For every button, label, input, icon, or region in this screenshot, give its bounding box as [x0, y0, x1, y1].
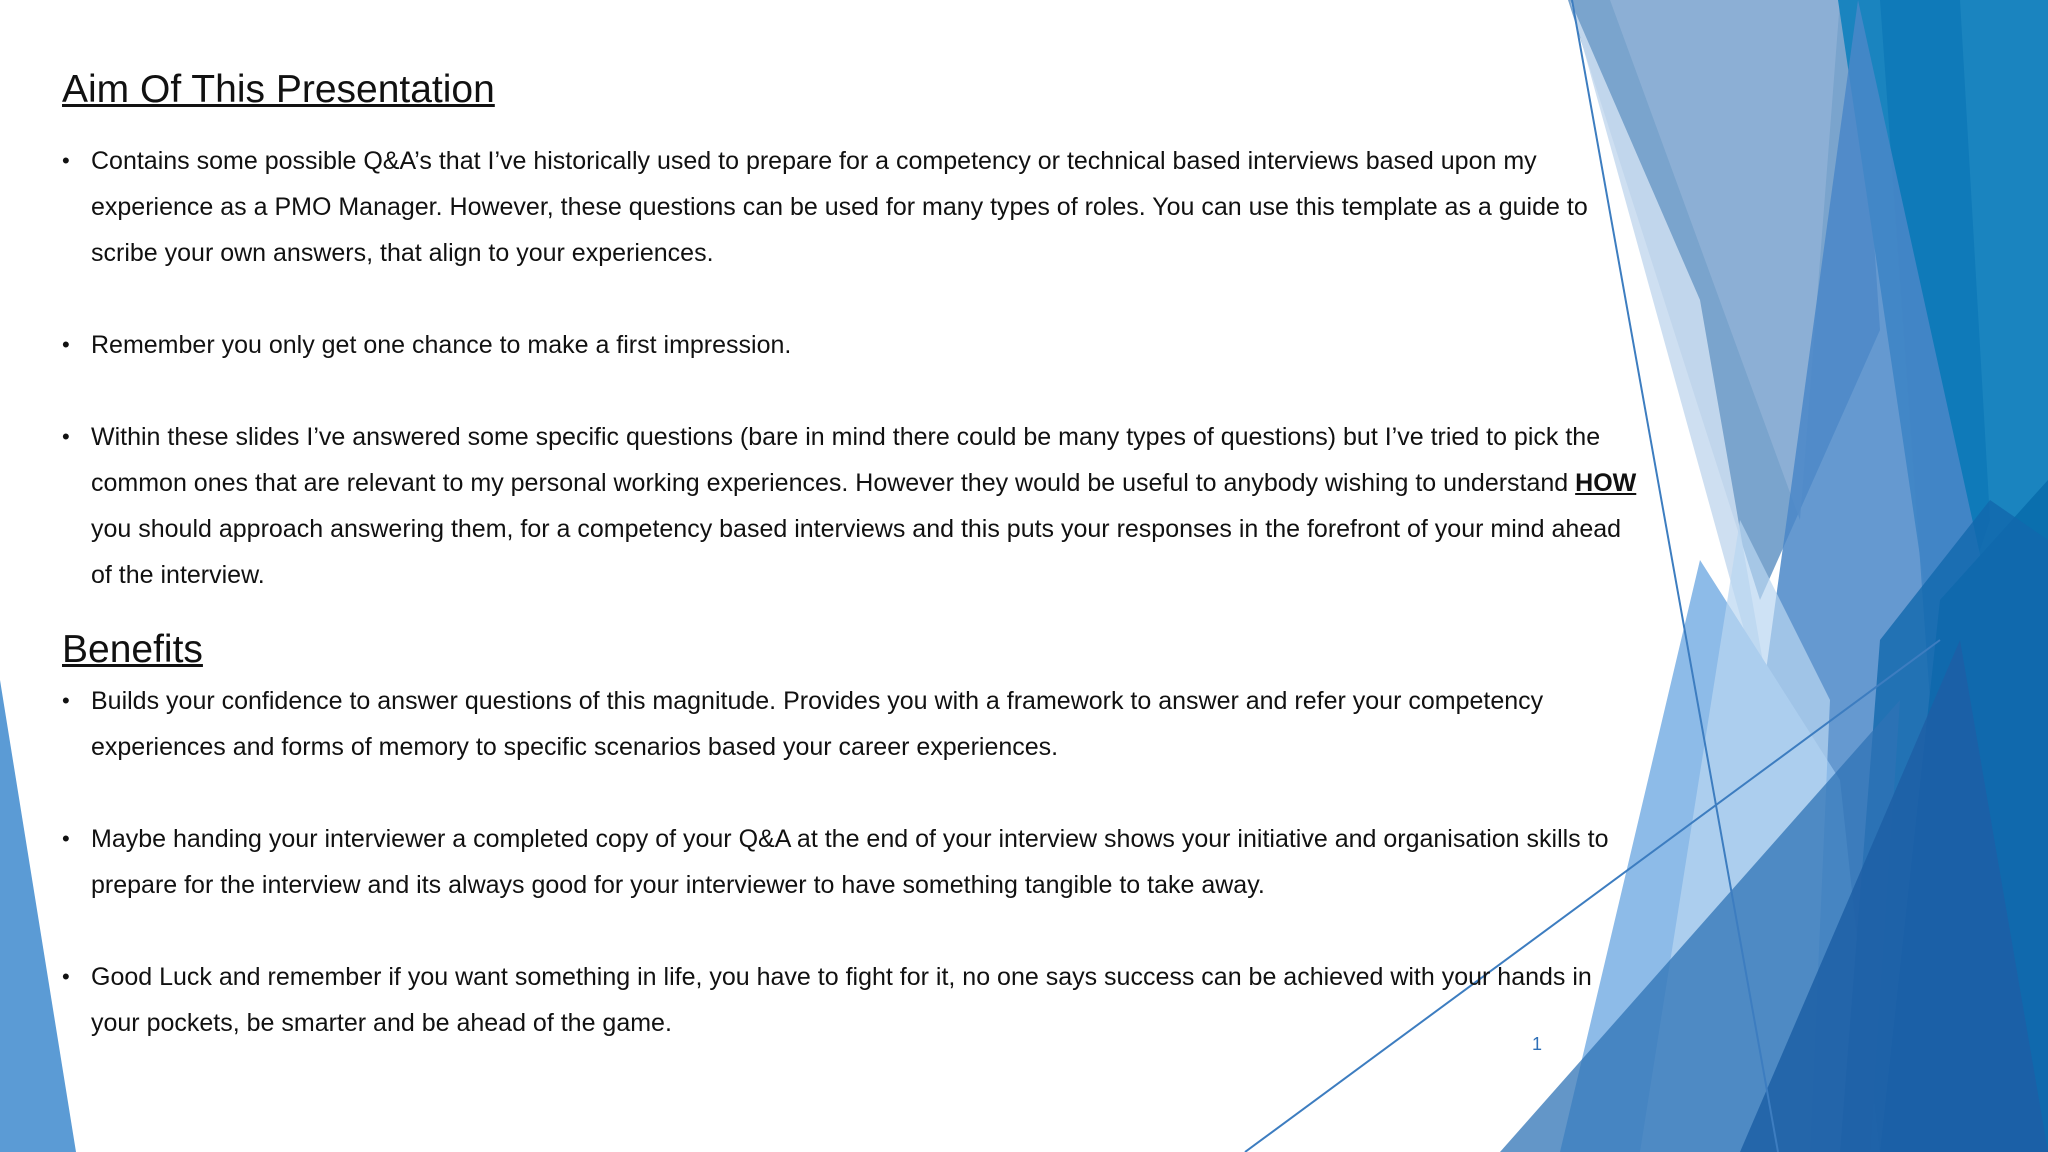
aim-bullet-1: • Contains some possible Q&A’s that I’ve historically used to prepare for a competency or technical based interviews based upon my experience as a PMO Manager. However, these questions can be used for many types of roles. You can use this template as a guide to scribe your own answers, that align to your experiences.: [62, 138, 1642, 276]
benefits-bullet-list: [62, 678, 1642, 1046]
benefits-bullet-2: • Maybe handing your interviewer a completed copy of your Q&A at the end of your interview shows your initiative and organisation skills to prepare for the interview and its always good for your interviewer to have something tangible to take away.: [62, 816, 1642, 908]
aim-bullet-3-after: you should approach answering them, for a competency based interviews and this puts your responses in the forefront of your mind ahead of the interview.: [91, 515, 1622, 589]
aim-bullet-2: • Remember you only get one chance to make a first impression.: [62, 322, 1642, 368]
aim-heading: Aim Of This Presentation: [62, 68, 495, 111]
benefits-bullet-3: • Good Luck and remember if you want something in life, you have to fight for it, no one says success can be achieved with your hands in your pockets, be smarter and be ahead of the game.: [62, 954, 1642, 1046]
aim-bullet-3-emphasis: HOW: [1575, 469, 1637, 497]
aim-bullet-3-before: Within these slides I’ve answered some specific questions (bare in mind there could be many types of questions) but I’ve tried to pick the common ones that are relevant to my personal working experiences. However they would be useful to anybody wishing to understand: [91, 423, 1601, 497]
aim-bullet-list: [62, 138, 1642, 598]
benefits-heading: Benefits: [62, 628, 203, 671]
aim-bullet-3: [62, 414, 1642, 598]
slide-content: [62, 62, 1642, 1046]
page-number: 1: [1532, 1034, 1543, 1054]
benefits-bullet-1: • Builds your confidence to answer questions of this magnitude. Provides you with a framework to answer and refer your competency experiences and forms of memory to specific scenarios based your career experiences.: [62, 678, 1642, 770]
